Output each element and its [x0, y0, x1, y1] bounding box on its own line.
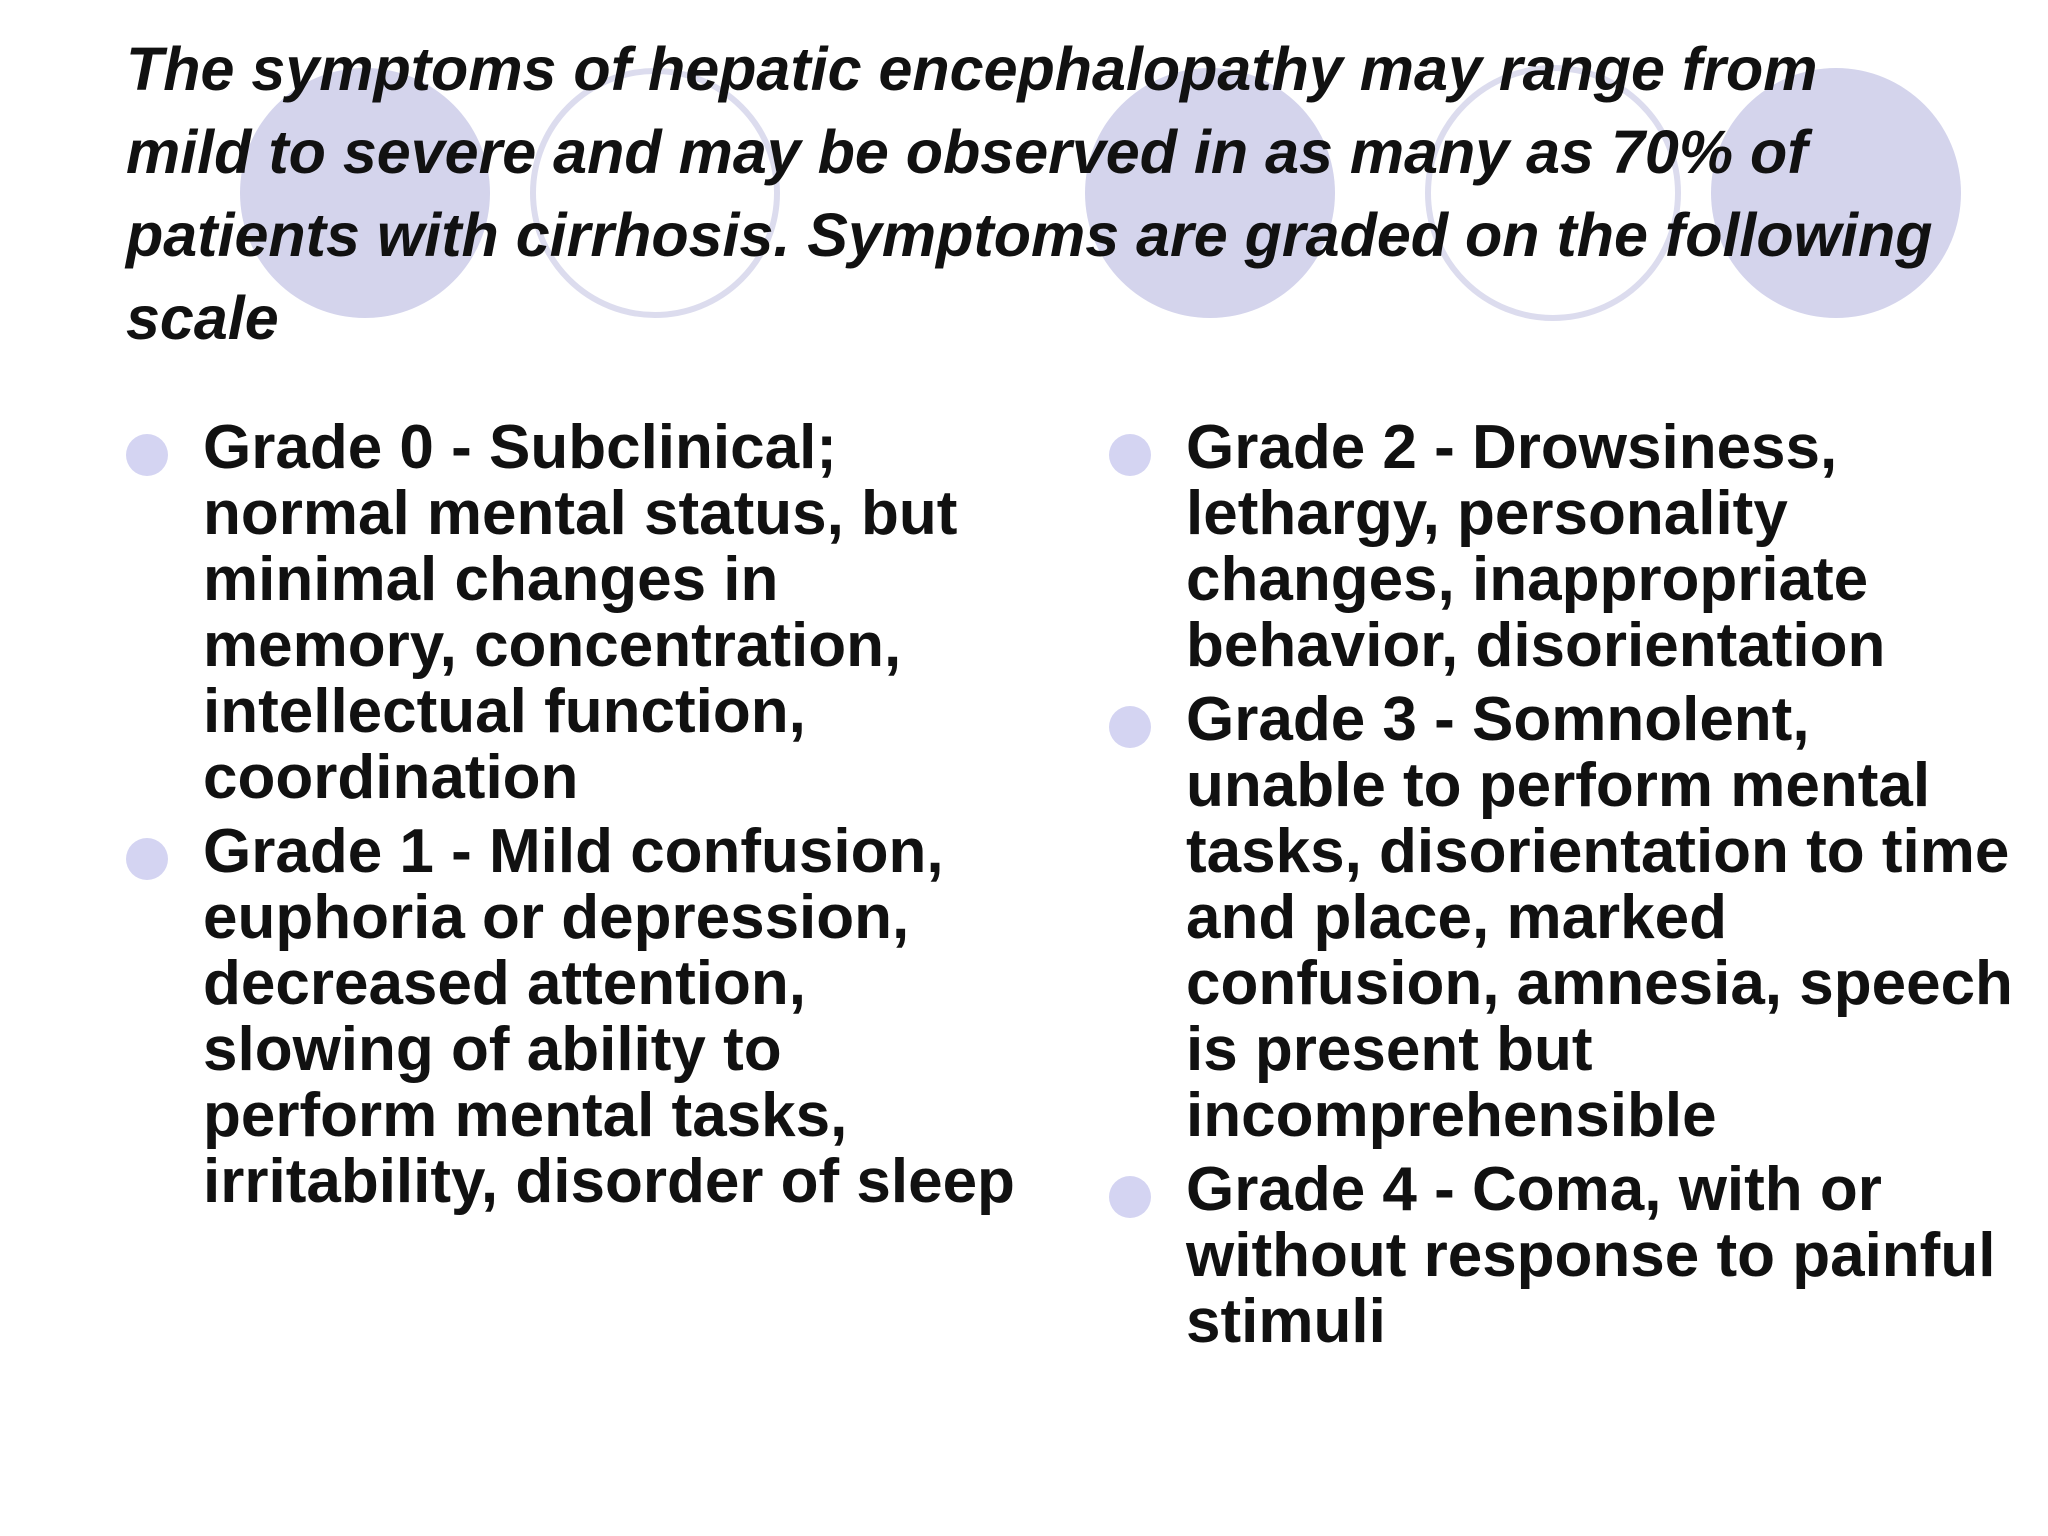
- list-item-text: Grade 0 - Subclinical; normal mental status, but minimal changes in memory, concentration, intellectual function, coordination: [203, 413, 958, 812]
- list-item-grade-4: [1109, 1157, 2014, 1355]
- circle-bullet-icon: [1109, 434, 1151, 476]
- slide-title: The symptoms of hepatic encephalopathy may range from mild to severe and may be observed in as many as 70% of patients with cirrhosis. Symptoms are graded on the following scale: [126, 35, 1933, 352]
- list-item-grade-2: [1109, 415, 2014, 679]
- list-item-text: Grade 4 - Coma, with or without response to painful stimuli: [1186, 1155, 1996, 1356]
- circle-bullet-icon: [126, 434, 168, 476]
- list-item-text: Grade 3 - Somnolent, unable to perform mental tasks, disorientation to time and place, marked confusion, amnesia, speech is present but incomprehensible: [1186, 685, 2013, 1150]
- circle-bullet-icon: [126, 838, 168, 880]
- list-item-text: Grade 2 - Drowsiness, lethargy, personality changes, inappropriate behavior, disorientation: [1186, 413, 1886, 680]
- list-item-grade-3: [1109, 687, 2014, 1149]
- circle-bullet-icon: [1109, 1176, 1151, 1218]
- list-item-grade-0: [126, 415, 1026, 811]
- left-bullet-list: [126, 415, 1026, 1223]
- circle-bullet-icon: [1109, 706, 1151, 748]
- list-item-text: Grade 1 - Mild confusion, euphoria or depression, decreased attention, slowing of ability to perform mental tasks, irritability, disorder of sleep: [203, 817, 1015, 1216]
- list-item-grade-1: [126, 819, 1026, 1215]
- right-bullet-list: [1109, 415, 2014, 1363]
